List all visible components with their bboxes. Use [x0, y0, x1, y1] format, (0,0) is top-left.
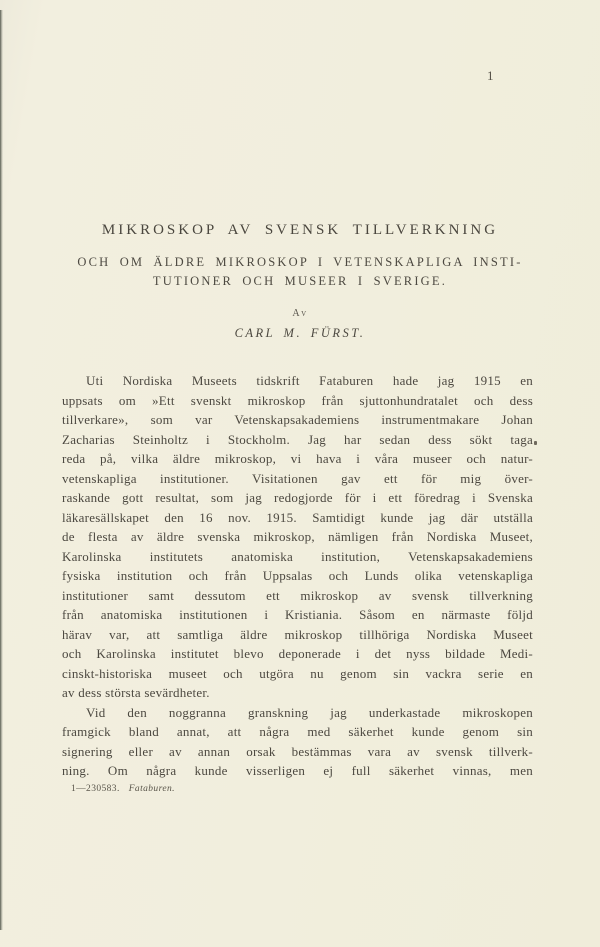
text-line: Uti Nordiska Museets tidskrift Fataburen hade jag 1915 en [86, 373, 533, 388]
printers-signature [71, 784, 175, 794]
article-title: MIKROSKOP AV SVENSK TILLVERKNING [101, 222, 499, 238]
subtitle-line: OCH OM ÄLDRE MIKROSKOP I VETENSKAPLIGA INSTI- [77, 255, 523, 269]
text-line: cinskt-historiska museet och utgöra nu genom sin vackra serie en [62, 665, 533, 681]
scan-edge-artifact [0, 10, 3, 930]
paragraph [62, 371, 533, 703]
author-name: CARL M. FÜRST. [234, 326, 366, 340]
byline-prefix: Av [292, 308, 308, 319]
page-number: 1 [487, 68, 494, 83]
journal-name: Fataburen. [128, 784, 175, 794]
text-line: de flesta av äldre svenska mikroskop, nämligen från Nordiska Museet, [62, 529, 533, 544]
text-line: framgick bland annat, att några med säkerhet kunde genom sin [62, 724, 533, 739]
text-line: härav var, att samtliga äldre mikroskop tillhöriga Nordiska Museet [62, 626, 533, 642]
text-line: reda på, vilka äldre mikroskop, vi hava i våra museer och natur- [62, 451, 533, 466]
text-line: uppsats om »Ett svenskt mikroskop från sjuttonhundratalet och dess [62, 392, 533, 408]
text-line: Vid den noggranna granskning jag underkastade mikroskopen [86, 704, 533, 720]
text-line: vetenskapliga institutioner. Visitationen gav ett för mig över- [62, 470, 533, 486]
text-line: läkaresällskapet den 16 nov. 1915. Samtidigt kunde jag där utställa [62, 509, 533, 525]
text-line: av dess största sevärdheter. [62, 685, 210, 700]
text-line: signering eller av annan orsak bestämmas vara av svensk tillverk- [62, 743, 533, 759]
text-line: institutioner samt dessutom ett mikroskop av svensk tillverkning [62, 587, 533, 603]
paper-speck [534, 441, 537, 445]
text-line: raskande gott resultat, som jag redogjorde för i ett föredrag i Svenska [62, 490, 533, 505]
text-line: tillverkare», som var Vetenskapsakademiens instrumentmakare Johan [62, 412, 533, 427]
body-text [62, 371, 533, 781]
text-line: och Karolinska institutet blevo deponerade i det nyss bildade Medi- [62, 646, 533, 661]
paragraph [62, 703, 533, 781]
text-line: Karolinska institutets anatomiska institution, Vetenskapsakademiens [62, 548, 533, 564]
signature-number: 1—230583. [71, 784, 120, 794]
text-line: från anatomiska institutionen i Kristiania. Såsom en närmaste följd [62, 607, 533, 622]
text-line: Zacharias Steinholtz i Stockholm. Jag har sedan dess sökt taga [62, 431, 533, 447]
text-line: ning. Om några kunde visserligen ej full säkerhet vinnas, men [62, 763, 533, 778]
heading-block [63, 222, 537, 341]
text-line: fysiska institution och från Uppsalas och Lunds olika vetenskapliga [62, 568, 533, 583]
subtitle-line: TUTIONER OCH MUSEER I SVERIGE. [152, 274, 448, 288]
article-subtitle [63, 253, 537, 291]
